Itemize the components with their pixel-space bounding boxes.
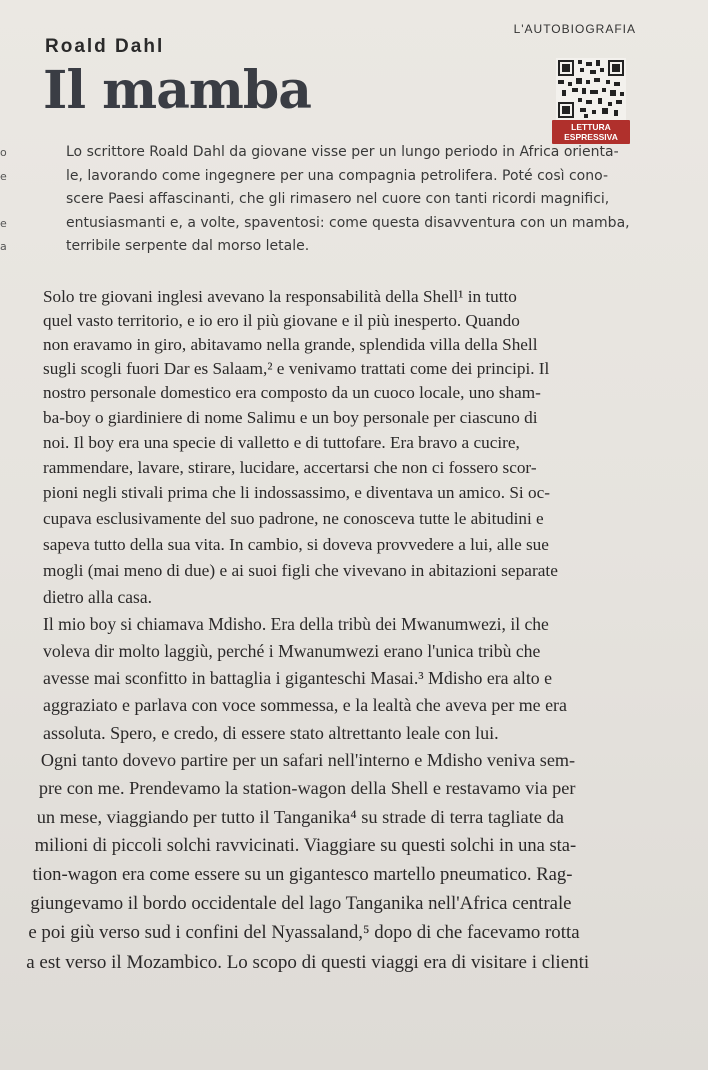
story-line: non eravamo in giro, abitavamo nella grande, splendida villa della Shell: [43, 334, 538, 354]
story-line: cupava esclusivamente del suo padrone, ne conosceva tutte le abitudini e: [43, 508, 544, 528]
story-line: quel vasto territorio, e io ero il più giovane e il più inesperto. Quando: [43, 310, 520, 330]
author-name: Roald Dahl: [45, 36, 165, 57]
badge-line-2: ESPRESSIVA: [564, 132, 618, 142]
intro-line: scere Paesi affascinanti, che gli rimasero nel cuore con tanti ricordi magnifici,: [66, 191, 610, 207]
intro-line: le, lavorando come ingegnere per una compagnia petrolifera. Poté così cono-: [66, 167, 609, 184]
story-line: ba-boy o giardiniere di nome Salimu e un boy personale per ciascuno di: [43, 407, 538, 427]
story-line: tion-wagon era come essere su un gigantesco martello pneumatico. Rag-: [32, 863, 573, 885]
story-line: giungevamo il bordo occidentale del lago Tanganika nell'Africa centrale: [30, 892, 572, 914]
margin-mark: o: [0, 146, 7, 159]
intro-line: Lo scrittore Roald Dahl da giovane visse per un lungo periodo in Africa orienta-: [66, 144, 619, 160]
margin-mark: [0, 188, 14, 212]
story-line: sugli scogli fuori Dar es Salaam,² e venivamo trattati come dei principi. Il: [43, 358, 550, 378]
story-line: aggraziato e parlava con voce sommessa, e la lealtà che aveva per me era: [43, 695, 567, 715]
story-line: pioni negli stivali prima che li indossassimo, e diventava un amico. Si oc-: [43, 483, 550, 503]
story-line: sapeva tutto della sua vita. In cambio, si doveva provvedere a lui, alle sue: [43, 534, 549, 554]
margin-mark: a: [0, 240, 7, 253]
story-line: assoluta. Spero, e credo, di essere stato altrettanto leale con lui.: [43, 722, 499, 743]
story-line: pre con me. Prendevamo la station-wagon della Shell e restavamo via per: [38, 778, 576, 799]
margin-marks: [0, 141, 14, 259]
story-line: nostro personale domestico era composto da un cuoco locale, uno sham-: [43, 383, 541, 403]
story-line: rammendare, lavare, stirare, lucidare, accertarsi che non ci fossero scor-: [43, 457, 537, 477]
badge-line-1: LETTURA: [571, 122, 611, 132]
story-line: e poi giù verso sud i confini del Nyassaland,⁵ dopo di che facevamo rotta: [28, 922, 580, 944]
page-title: Il mamba: [43, 60, 311, 121]
margin-mark: e: [0, 169, 7, 183]
story-line: Solo tre giovani inglesi avevano la responsabilità della Shell¹ in tutto: [43, 287, 517, 306]
intro-line: terribile serpente dal morso letale.: [66, 238, 310, 254]
story-line: voleva dir molto laggiù, perché i Mwanumwezi erano l'unica tribù che: [43, 640, 541, 661]
section-label: L'AUTOBIOGRAFIA: [513, 22, 636, 36]
story-line: a est verso il Mozambico. Lo scopo di questi viaggi era di visitare i clienti: [26, 951, 590, 973]
story-line: un mese, viaggiando per tutto il Tanganika⁴ su strade di terra tagliate da: [36, 806, 564, 827]
story-line: milioni di piccoli solchi ravvicinati. Viaggiare su questi solchi in una sta-: [34, 835, 577, 857]
story-line: mogli (mai meno di due) e ai suoi figli che vivevano in abitazioni separate: [43, 560, 558, 580]
story-line: Il mio boy si chiamava Mdisho. Era della tribù dei Mwanumwezi, il che: [43, 613, 549, 634]
story-line: dietro alla casa.: [43, 587, 152, 608]
intro-paragraph: [66, 141, 676, 259]
story-line: noi. Il boy era una specie di valletto e di tuttofare. Era bravo a cucire,: [43, 432, 520, 452]
qr-code-icon[interactable]: [556, 58, 626, 120]
margin-mark: e: [0, 216, 7, 230]
intro-line: entusiasmanti e, a volte, spaventosi: come questa disavventura con un mamba,: [66, 214, 630, 231]
story-line: Ogni tanto dovevo partire per un safari nell'interno e Mdisho veniva sem-: [40, 750, 576, 771]
story-line: avesse mai sconfitto in battaglia i giganteschi Masai.³ Mdisho era alto e: [43, 667, 552, 688]
